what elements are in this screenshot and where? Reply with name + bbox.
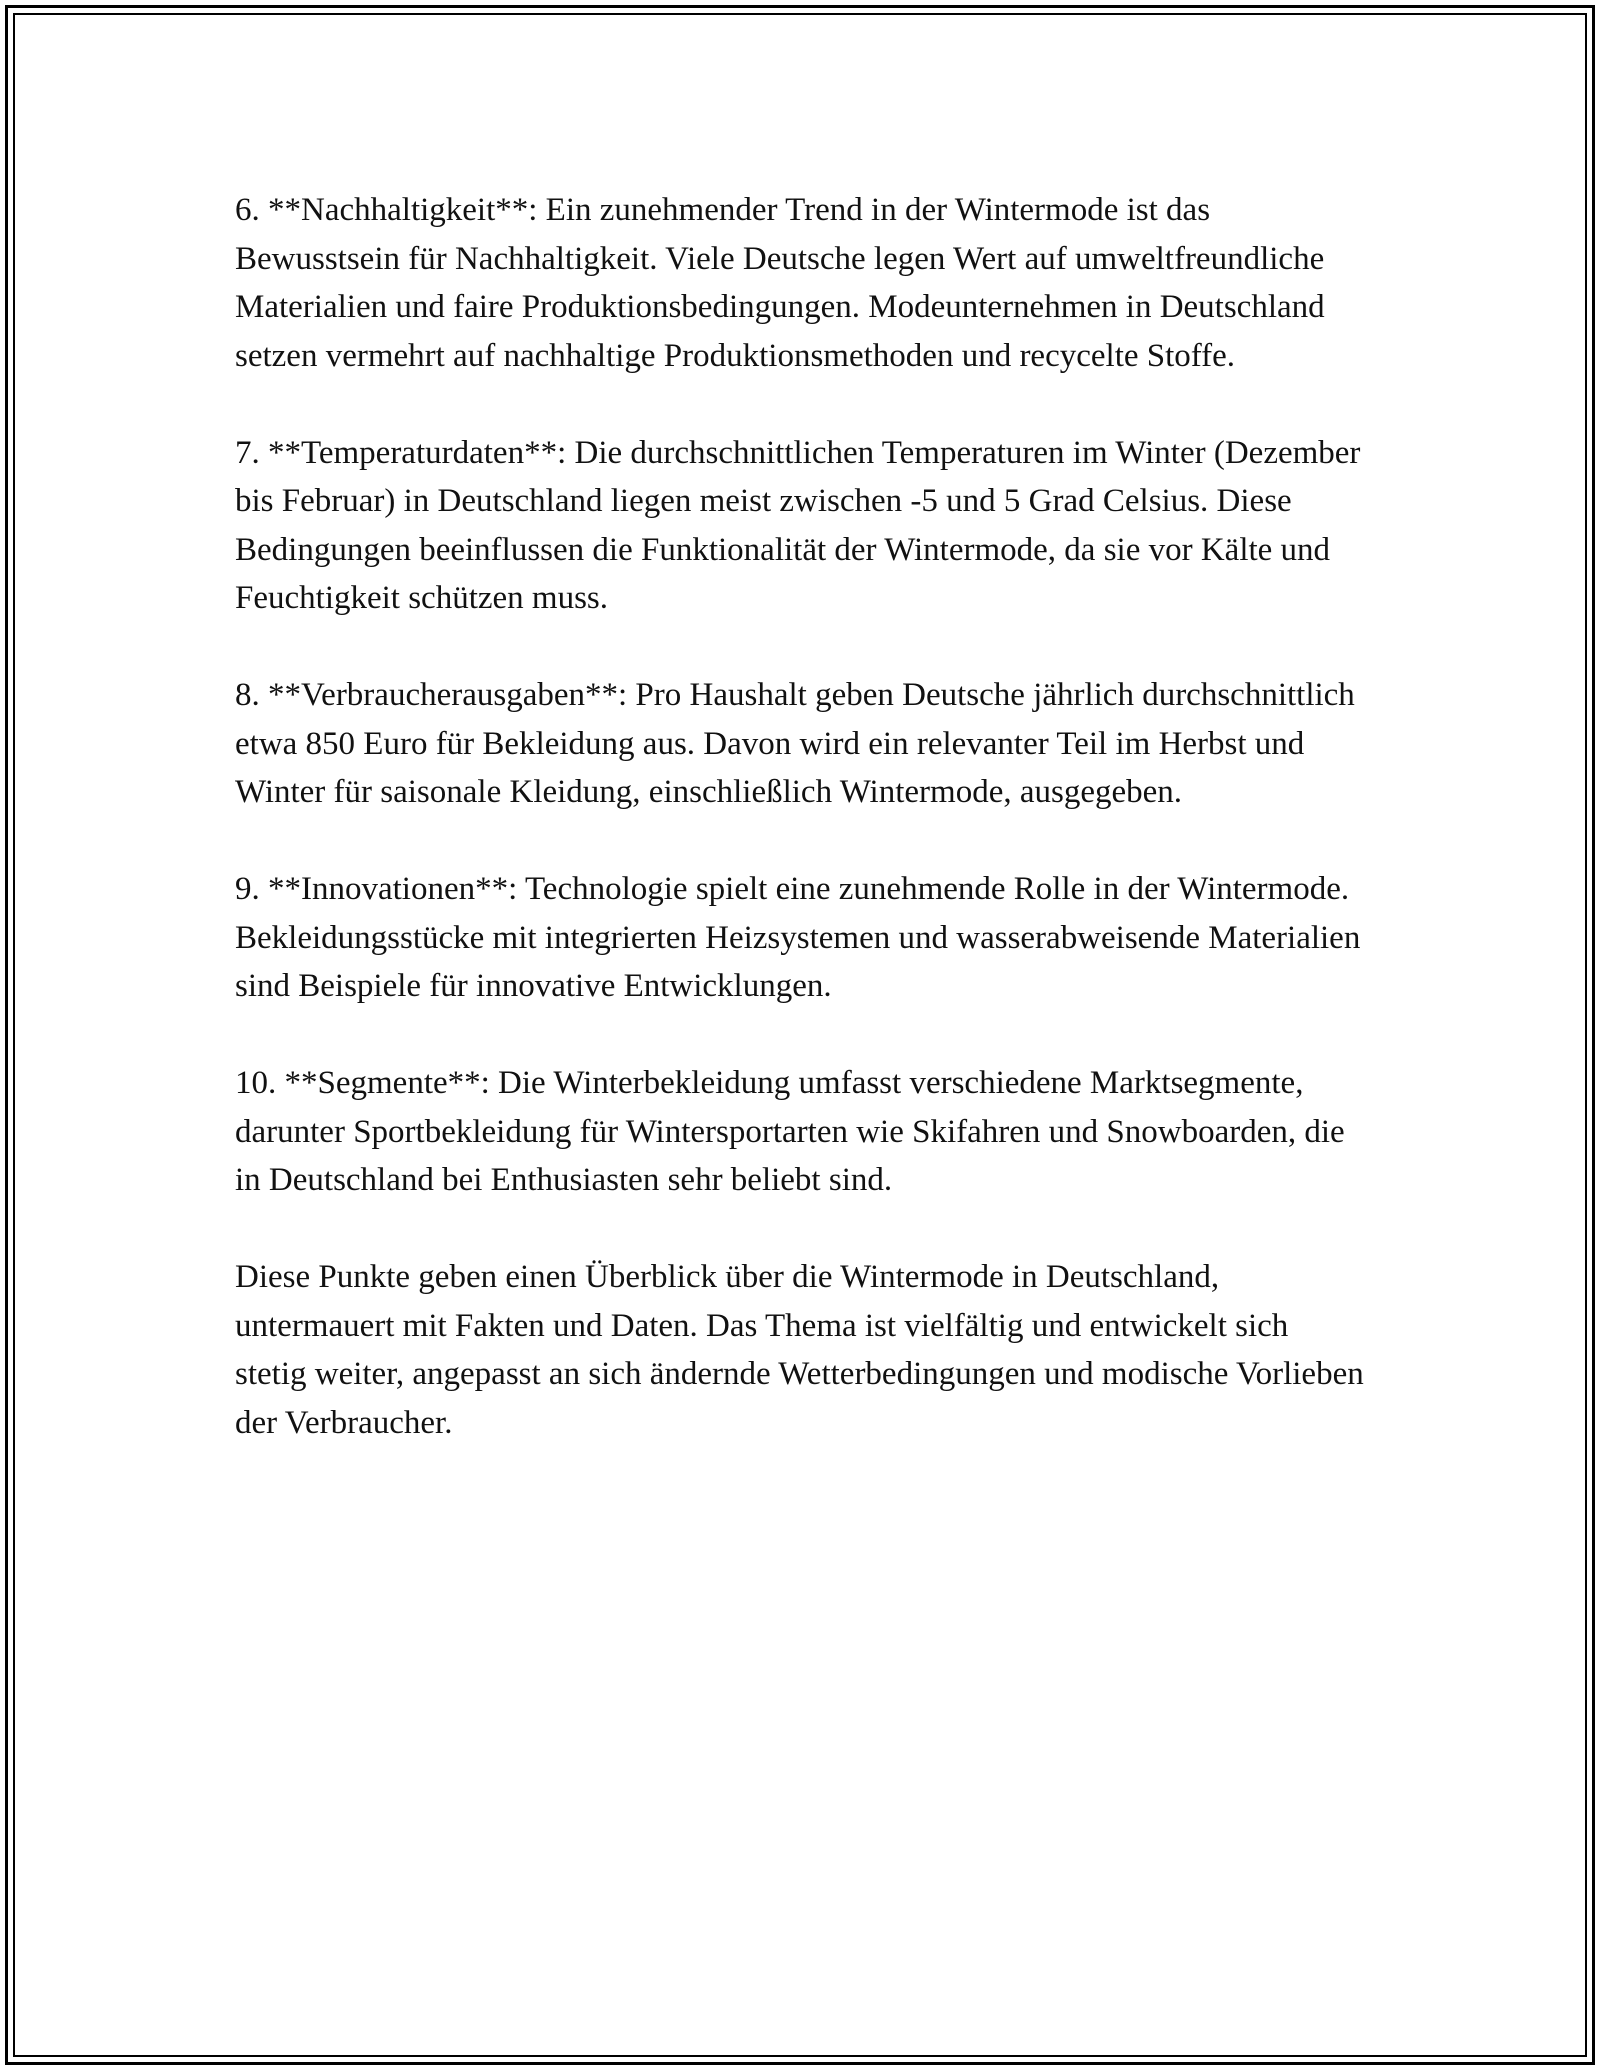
paragraph-fazit: Diese Punkte geben einen Überblick über die Wintermode in Deutschland, untermauert mit Fakten und Daten. Das Thema ist vielfältig und entwickelt sich stetig weiter, angepasst an sich ändernde Wetterbedingungen und modische Vorlieben der Verbraucher. bbox=[235, 1259, 1364, 1441]
paragraph-nachhaltigkeit: 6. **Nachhaltigkeit**: Ein zunehmender Trend in der Wintermode ist das Bewusstsein für Nachhaltigkeit. Viele Deutsche legen Wert auf umweltfreundliche Materialien und faire Produktionsbedingungen. Modeunternehmen in Deutschland setzen vermehrt auf nachhaltige Produktionsmethoden und recycelte Stoffe. bbox=[235, 192, 1325, 374]
paragraph-verbraucherausgaben: 8. **Verbraucherausgaben**: Pro Haushalt geben Deutsche jährlich durchschnittlich etwa 850 Euro für Bekleidung aus. Davon wird ein relevanter Teil im Herbst und Winter für saisonale Kleidung, einschließlich Wintermode, ausgegeben. bbox=[235, 677, 1355, 810]
paragraph-temperaturdaten: 7. **Temperaturdaten**: Die durchschnittlichen Temperaturen im Winter (Dezember bis Februar) in Deutschland liegen meist zwischen -5 und 5 Grad Celsius. Diese Bedingungen beeinflussen die Funktionalität der Wintermode, da sie vor Kälte und Feuchtigkeit schützen muss. bbox=[235, 434, 1361, 616]
paragraph-innovationen: 9. **Innovationen**: Technologie spielt eine zunehmende Rolle in der Wintermode. Bekleidungsstücke mit integrierten Heizsystemen und wasserabweisende Materialien sind Beispiele für innovative Entwicklungen. bbox=[235, 871, 1361, 1004]
document-body bbox=[235, 186, 1365, 1496]
paragraph-segmente: 10. **Segmente**: Die Winterbekleidung umfasst verschiedene Marktsegmente, darunter Sportbekleidung für Wintersportarten wie Skifahren und Snowboarden, die in Deutschland bei Enthusiasten sehr beliebt sind. bbox=[235, 1065, 1345, 1198]
